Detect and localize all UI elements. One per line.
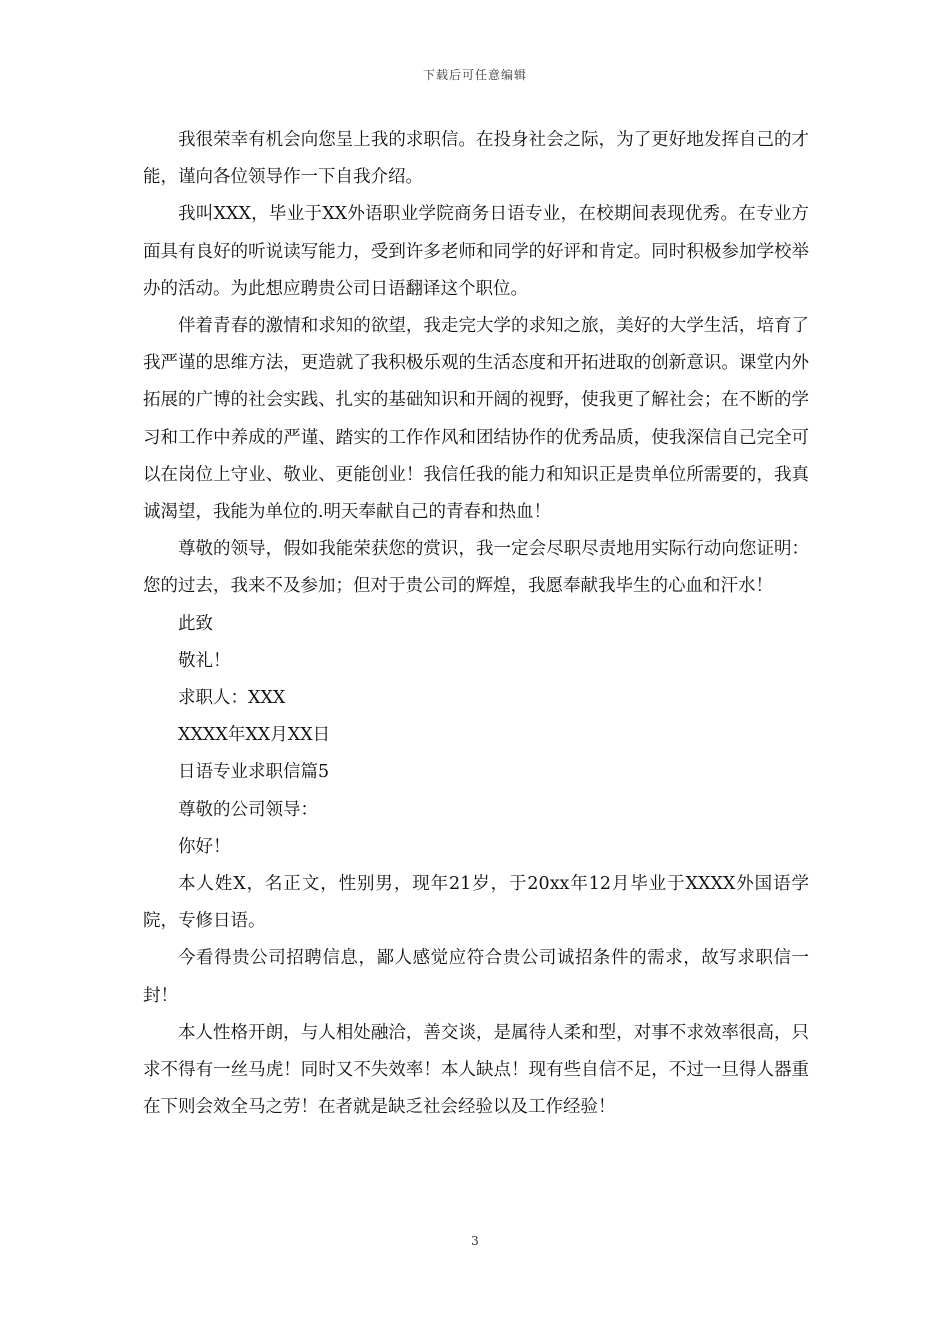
paragraph-self-introduction: 我叫XXX，毕业于XX外语职业学院商务日语专业，在校期间表现优秀。在专业方面具有良好的听说读写能力，受到许多老师和同学的好评和肯定。同时积极参加学校举办的活动。为此想应聘贵公司日语翻译这个职位。	[143, 204, 809, 299]
paragraph-commitment: 尊敬的领导，假如我能荣获您的赏识，我一定会尽职尽责地用实际行动向您证明：您的过去，我来不及参加；但对于贵公司的辉煌，我愿奉献我毕生的心血和汗水！	[143, 539, 809, 597]
paragraph-personality: 本人性格开朗，与人相处融洽，善交谈，是属待人柔和型，对事不求效率很高，只求不得有一丝马虎！同时又不失效率！本人缺点！现有些自信不足，不过一旦得人器重在下则会效全马之劳！在者就是缺乏社会经验以及工作经验！	[143, 1022, 809, 1118]
signature-applicant: 求职人：XXX	[178, 688, 286, 709]
paragraph-purpose: 今看得贵公司招聘信息，鄙人感觉应符合贵公司诚招条件的需求，故写求职信一封！	[143, 948, 809, 1006]
page-number: 3	[471, 1234, 479, 1248]
document-body	[143, 122, 809, 1126]
paragraph-university-life: 伴着青春的激情和求知的欲望，我走完大学的求知之旅，美好的大学生活，培育了我严谨的思维方法，更造就了我积极乐观的生活态度和开拓进取的创新意识。课堂内外拓展的广博的社会实践、扎实的基础知识和开阔的视野，使我更了解社会；在不断的学习和工作中养成的严谨、踏实的工作作风和团结协作的优秀品质，使我深信自己完全可以在岗位上守业、敬业、更能创业！我信任我的能力和知识正是贵单位所需要的，我真诚渴望，我能为单位的.明天奉献自己的青春和热血！	[143, 316, 809, 523]
letter-greeting: 尊敬的公司领导：	[178, 799, 318, 820]
section-title: 日语专业求职信篇5	[178, 762, 330, 783]
closing-salutation: 此致	[178, 613, 213, 634]
letter-hello: 你好！	[178, 836, 231, 857]
paragraph-personal-info: 本人姓X，名正文，性别男，现年21岁，于20xx年12月毕业于XXXX外国语学院，专修日语。	[143, 874, 809, 932]
closing-regards: 敬礼！	[178, 650, 231, 671]
signature-date: XXXX年XX月XX日	[178, 725, 331, 746]
paragraph-intro: 我很荣幸有机会向您呈上我的求职信。在投身社会之际，为了更好地发挥自己的才能，谨向各位领导作一下自我介绍。	[143, 130, 809, 188]
page-header: 下载后可任意编辑	[422, 68, 527, 82]
